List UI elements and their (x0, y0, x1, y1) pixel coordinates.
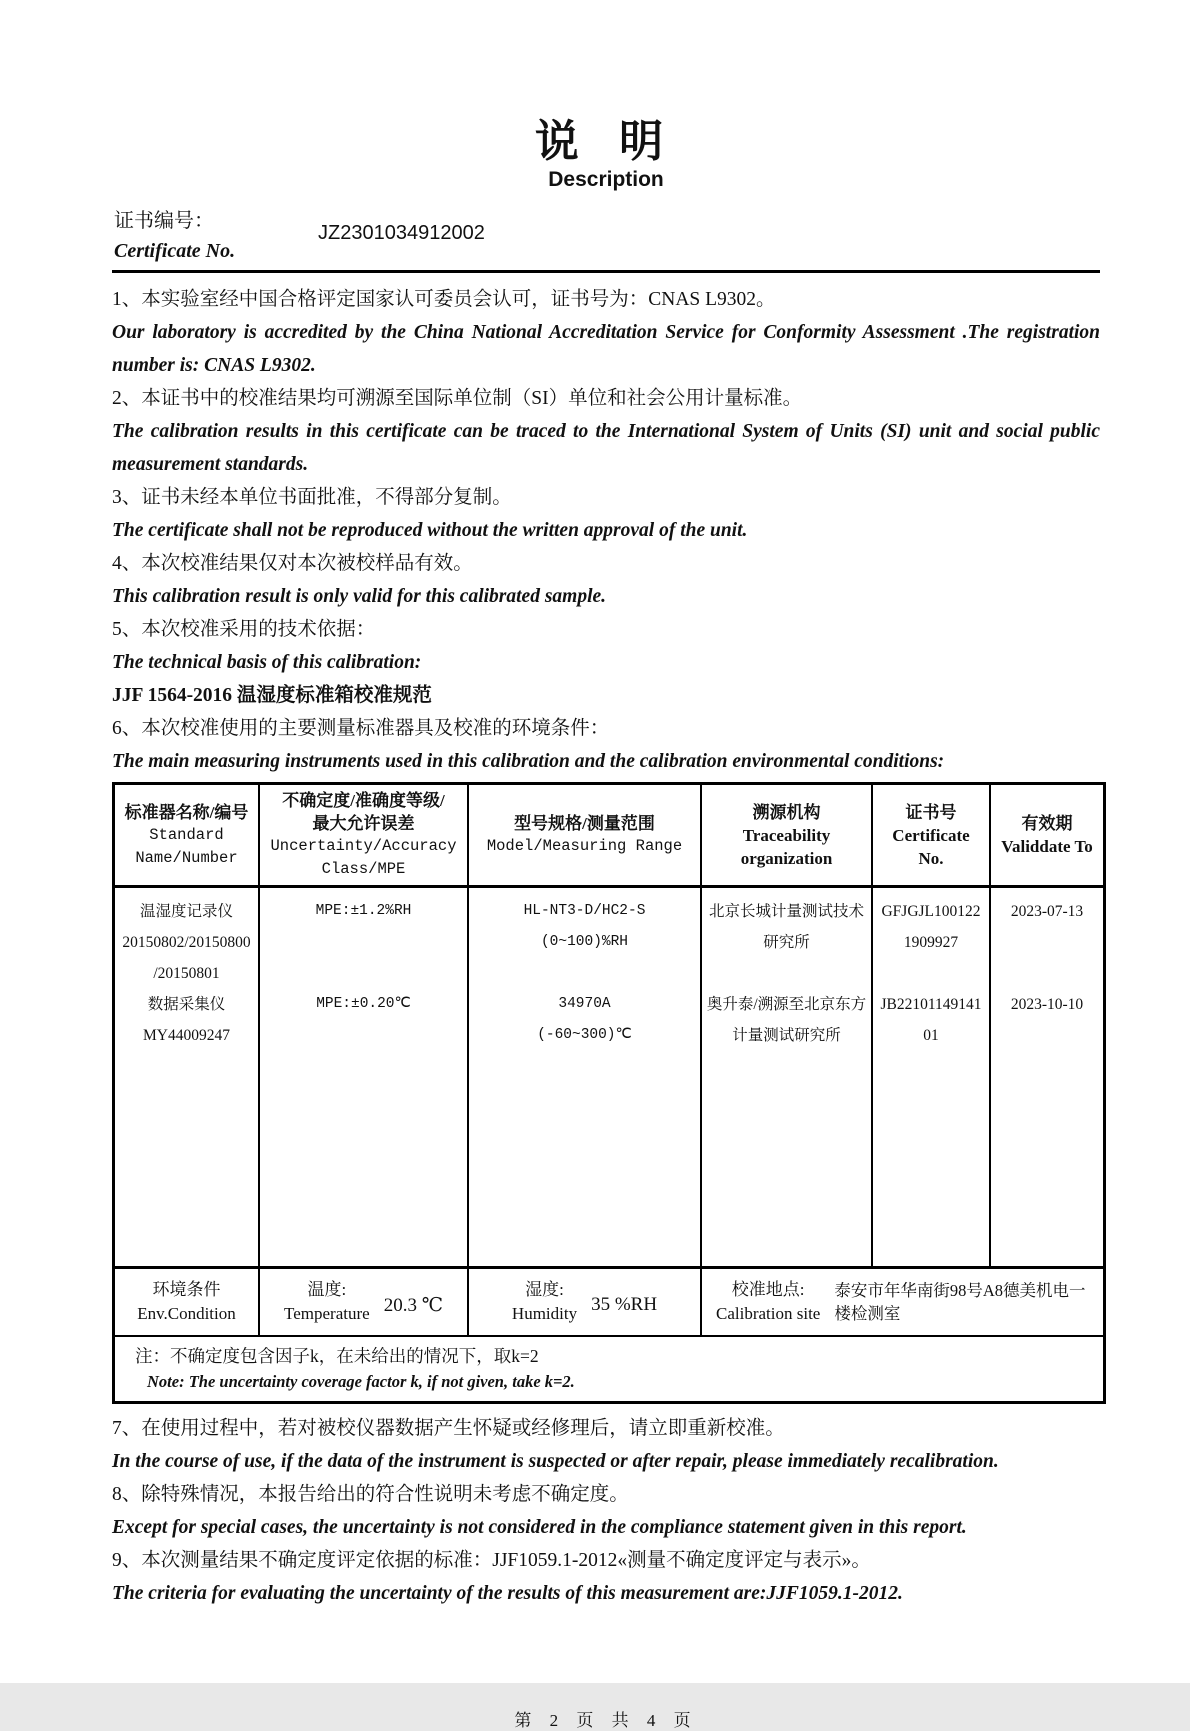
item-3-cn: 3、证书未经本单位书面批准，不得部分复制。 (112, 487, 512, 509)
item-5-en: The technical basis of this calibration: (112, 652, 422, 674)
instruments-table (112, 782, 1106, 1404)
item-9-cn: 9、本次测量结果不确定度评定依据的标准：JJF1059.1-2012«测量不确定度评定与表示»。 (112, 1550, 871, 1572)
uncertainty-note-row (115, 1335, 1103, 1401)
item-7-en: In the course of use, if the data of the instrument is suspected or after repair, please immediately recalibration. (112, 1451, 999, 1473)
note-cn: 注：不确定度包含因子k，在未给出的情况下，取k=2 (135, 1346, 539, 1367)
certificate-label-cn: 证书编号： (114, 210, 214, 233)
env-temperature-cell (260, 1269, 469, 1335)
item-6-en: The main measuring instruments used in this calibration and the calibration environmental conditions: (112, 751, 945, 773)
header-uncertainty: 不确定度/准确度等级/ 最大允许误差 Uncertainty/Accuracy Class/MPE (260, 785, 469, 885)
item-1 (112, 283, 1100, 382)
item-8-cn: 8、除特殊情况，本报告给出的符合性说明未考虑不确定度。 (112, 1484, 629, 1506)
environment-condition-row (115, 1266, 1103, 1335)
certificate-number-labels (114, 206, 272, 266)
certificate-number-block (114, 206, 1100, 266)
note-en: Note: The uncertainty coverage factor k, if not given, take k=2. (147, 1372, 575, 1392)
body-col-traceability: 北京长城计量测试技术 研究所 奥升泰/溯源至北京东方 计量测试研究所 (702, 888, 873, 1266)
temperature-label-cn: 温度: (307, 1280, 347, 1300)
body-col-certificate-no: GFJGJL100122 1909927 JB22101149141 01 (873, 888, 991, 1266)
env-humidity-cell (469, 1269, 702, 1335)
instruments-table-header (115, 785, 1103, 888)
env-condition-en: Env.Condition (137, 1304, 236, 1324)
item-8 (112, 1478, 1100, 1544)
item-6-cn: 6、本次校准使用的主要测量标准器具及校准的环境条件： (112, 718, 610, 740)
env-condition-cn: 环境条件 (152, 1280, 221, 1300)
item-2-en: The calibration results in this certificate can be traced to the International System of Units (SI) unit and social public measurement standards. (112, 421, 1100, 476)
item-2-cn: 2、本证书中的校准结果均可溯源至国际单位制（SI）单位和社会公用计量标准。 (112, 388, 803, 410)
item-3 (112, 481, 1100, 547)
item-1-en: Our laboratory is accredited by the China National Accreditation Service for Conformity Assessment .The registration number is: CNAS L9302. (112, 322, 1100, 377)
item-7 (112, 1412, 1100, 1478)
item-4 (112, 547, 1100, 613)
instruments-table-body (115, 888, 1103, 1266)
item-3-en: The certificate shall not be reproduced without the written approval of the unit. (112, 520, 748, 542)
header-certificate-no: 证书号 Certificate No. (873, 785, 991, 885)
body-col-validdate: 2023-07-13 2023-10-10 (1010, 903, 1084, 1014)
header-validdate: 有效期 Validdate To (1001, 814, 1093, 857)
item-4-en: This calibration result is only valid for this calibrated sample. (112, 586, 607, 608)
page-number: 第 2 页 共 4 页 (514, 1711, 698, 1731)
header-traceability: 溯源机构 Traceability organization (702, 785, 873, 885)
calibration-site-label-cn: 校准地点: (731, 1280, 805, 1300)
item-5-cn: 5、本次校准采用的技术依据： (112, 619, 376, 641)
item-6 (112, 712, 1100, 778)
item-7-cn: 7、在使用过程中，若对被校仪器数据产生怀疑或经修理后，请立即重新校准。 (112, 1418, 785, 1440)
item-1-cn: 1、本实验室经中国合格评定国家认可委员会认可，证书号为：CNAS L9302。 (112, 289, 776, 311)
item-8-en: Except for special cases, the uncertainty is not considered in the compliance statement given in this report. (112, 1517, 967, 1539)
item-2 (112, 382, 1100, 481)
header-standard-name: 标准器名称/编号 Standard Name/Number (115, 785, 260, 885)
body-col-standard-name: 温湿度记录仪 20150802/20150800 /20150801 数据采集仪 MY44009247 (115, 888, 260, 1266)
item-5 (112, 613, 1100, 712)
item-5-technical-basis: JJF 1564-2016 温湿度标准箱校准规范 (112, 685, 432, 707)
page-subtitle: Description (548, 168, 664, 192)
humidity-label-en: Humidity (511, 1304, 578, 1324)
item-9 (112, 1544, 1100, 1610)
page-title: 说 明 (534, 117, 678, 166)
certificate-number-value: JZ2301034912002 (318, 222, 485, 245)
calibration-site-address: 泰安市年华南街98号A8德美机电一 楼检测室 (834, 1281, 1086, 1324)
item-9-en: The criteria for evaluating the uncertainty of the results of this measurement are:JJF1059.1-2012. (112, 1583, 903, 1605)
temperature-label-en: Temperature (284, 1304, 370, 1324)
humidity-value: 35 %RH (591, 1294, 658, 1316)
item-4-cn: 4、本次校准结果仅对本次被校样品有效。 (112, 553, 473, 575)
header-model-range: 型号规格/测量范围 Model/Measuring Range (469, 785, 702, 885)
calibration-site-label-en: Calibration site (716, 1304, 821, 1324)
certificate-label-en: Certificate No. (114, 240, 236, 263)
header-divider (112, 270, 1100, 273)
temperature-value: 20.3 ℃ (383, 1294, 443, 1316)
humidity-label-cn: 湿度: (525, 1280, 564, 1300)
body-col-uncertainty: MPE:±1.2%RH MPE:±0.20℃ (260, 888, 469, 1266)
body-col-model-range: HL-NT3-D/HC2-S (0~100)%RH 34970A (-60~300)℃ (469, 888, 702, 1266)
calibration-site-cell (702, 1269, 1103, 1335)
env-condition-cell (115, 1269, 260, 1335)
